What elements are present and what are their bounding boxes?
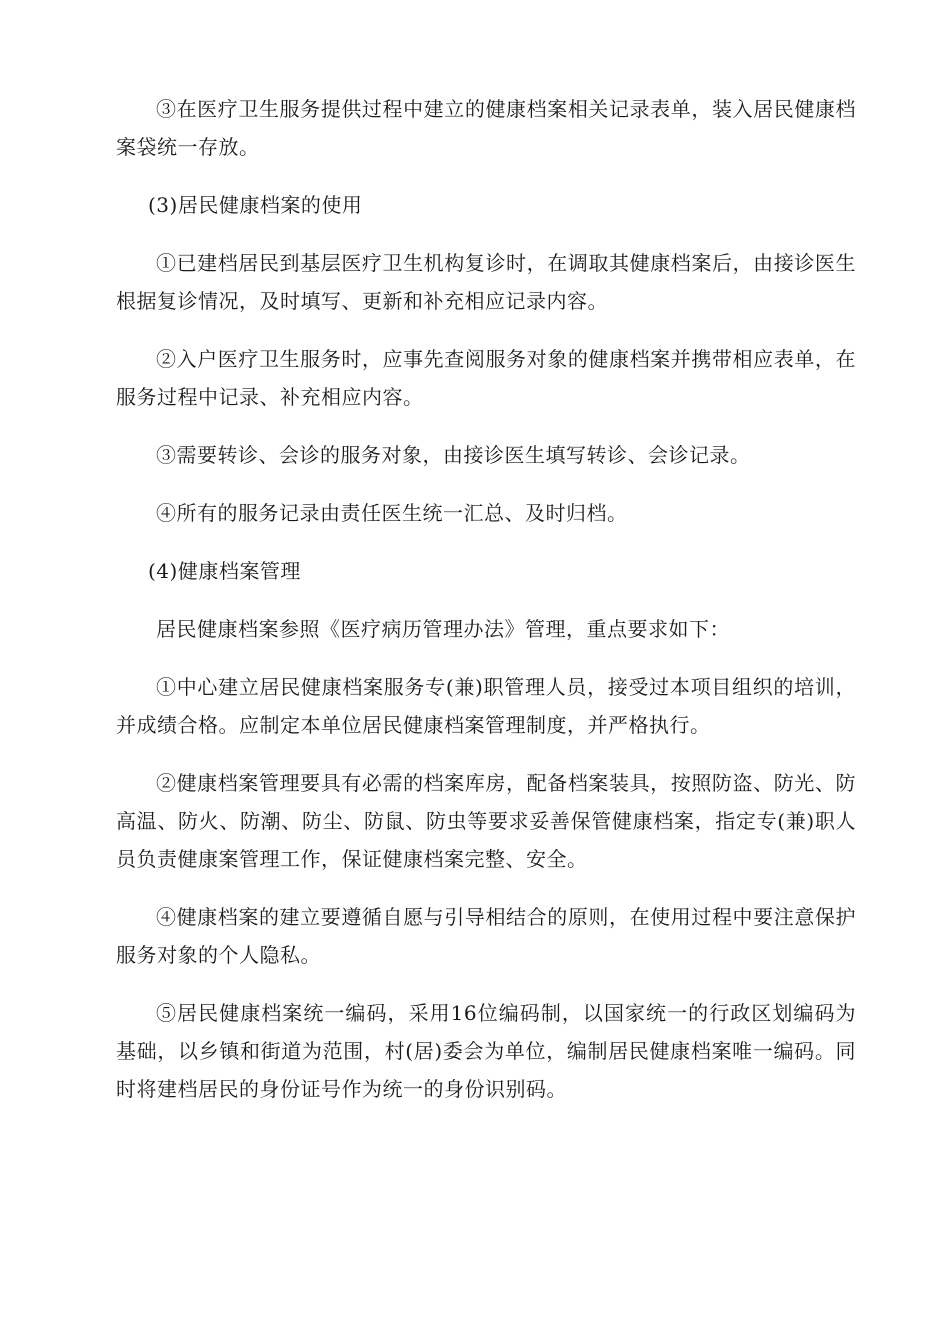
paragraph-revisit: ①已建档居民到基层医疗卫生机构复诊时，在调取其健康档案后，由接诊医生根据复诊情况，及时填写、更新和补充相应记录内容。: [116, 251, 856, 313]
section-heading-usage: (3)居民健康档案的使用: [148, 193, 363, 217]
paragraph-record-forms: ③在医疗卫生服务提供过程中建立的健康档案相关记录表单，装入居民健康档案袋统一存放。: [116, 97, 856, 159]
paragraph-coding: ⑤居民健康档案统一编码，采用16位编码制，以国家统一的行政区划编码为基础，以乡镇和街道为范围，村(居)委会为单位，编制居民健康档案唯一编码。同时将建档居民的身份证号作为统一的身份识别码。: [116, 1001, 856, 1101]
paragraph-storage: ②健康档案管理要具有必需的档案库房，配备档案装具，按照防盗、防光、防高温、防火、防潮、防尘、防鼠、防虫等要求妥善保管健康档案，指定专(兼)职人员负责健康案管理工作，保证健康档案完整、安全。: [116, 771, 856, 871]
paragraph-referral: ③需要转诊、会诊的服务对象，由接诊医生填写转诊、会诊记录。: [156, 443, 751, 467]
paragraph-home-service: ②入户医疗卫生服务时，应事先查阅服务对象的健康档案并携带相应表单，在服务过程中记录、补充相应内容。: [116, 347, 856, 409]
document-page: [116, 90, 856, 1128]
paragraph-archiving: ④所有的服务记录由责任医生统一汇总、及时归档。: [156, 501, 628, 525]
section-heading-management: (4)健康档案管理: [148, 559, 301, 583]
paragraph-privacy: ④健康档案的建立要遵循自愿与引导相结合的原则，在使用过程中要注意保护服务对象的个人隐私。: [116, 905, 856, 967]
paragraph-requirements-intro: 居民健康档案参照《医疗病历管理办法》管理，重点要求如下：: [156, 617, 730, 641]
paragraph-staff: ①中心建立居民健康档案服务专(兼)职管理人员，接受过本项目组织的培训，并成绩合格。应制定本单位居民健康档案管理制度，并严格执行。: [116, 675, 856, 737]
